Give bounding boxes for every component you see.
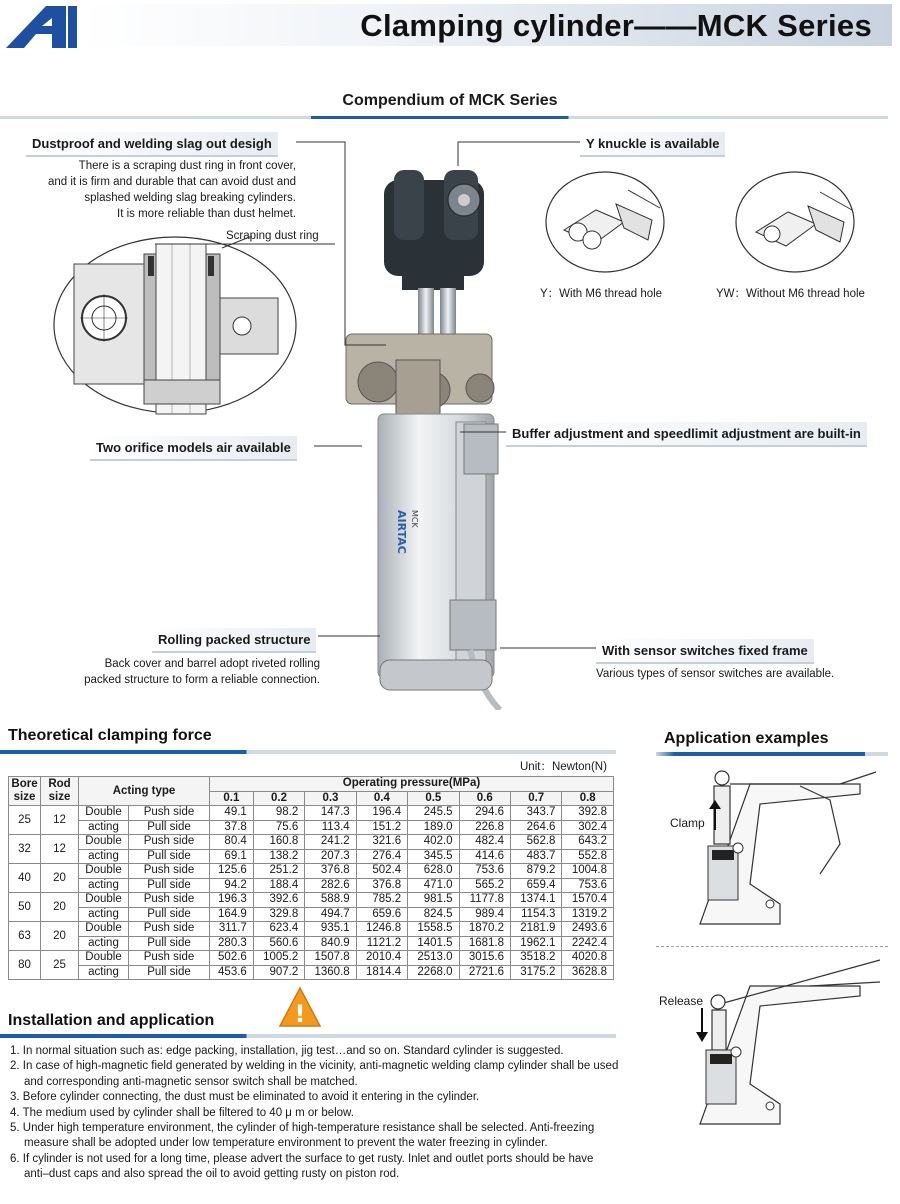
force-value-cell: 1005.2 xyxy=(253,951,304,966)
force-value-cell: 565.2 xyxy=(459,878,510,893)
acting-cell: acting xyxy=(79,907,129,922)
force-value-cell: 2268.0 xyxy=(408,965,459,980)
force-value-cell: 1246.8 xyxy=(356,922,407,937)
release-label: Release xyxy=(659,994,704,1008)
acting-cell: Double xyxy=(79,806,129,821)
rod-cell: 12 xyxy=(41,806,79,835)
force-value-cell: 623.4 xyxy=(253,922,304,937)
application-section-rule xyxy=(656,752,888,756)
clamp-label: Clamp xyxy=(670,816,705,830)
force-value-cell: 189.0 xyxy=(408,820,459,835)
acting-cell: acting xyxy=(79,936,129,951)
force-value-cell: 1004.8 xyxy=(562,864,614,879)
force-value-cell: 321.6 xyxy=(356,835,407,850)
force-value-cell: 3175.2 xyxy=(511,965,562,980)
clamp-example-illustration xyxy=(690,764,880,932)
desc-line: It is more reliable than dust helmet. xyxy=(117,208,296,220)
arrow-up-icon xyxy=(708,800,722,830)
pull-side-cell: Pull side xyxy=(129,907,210,922)
force-value-cell: 1681.8 xyxy=(459,936,510,951)
force-value-cell: 1154.3 xyxy=(511,907,562,922)
rod-cell: 25 xyxy=(41,951,79,980)
force-value-cell: 414.6 xyxy=(459,849,510,864)
force-value-cell: 562.8 xyxy=(511,835,562,850)
force-value-cell: 276.4 xyxy=(356,849,407,864)
table-row xyxy=(9,820,614,835)
feature-desc-rolling xyxy=(40,656,320,688)
table-row xyxy=(9,864,614,879)
push-side-cell: Push side xyxy=(129,951,210,966)
desc-line: There is a scraping dust ring in front cover, xyxy=(78,160,296,172)
force-value-cell: 1177.8 xyxy=(459,893,510,908)
pressure-header-cell: 0.4 xyxy=(356,791,407,806)
push-side-cell: Push side xyxy=(129,806,210,821)
force-value-cell: 560.6 xyxy=(253,936,304,951)
desc-line: and it is firm and durable that can avoid dust and xyxy=(47,176,296,188)
acting-cell: Double xyxy=(79,893,129,908)
force-value-cell: 241.2 xyxy=(305,835,356,850)
pressure-header-cell: 0.1 xyxy=(210,791,254,806)
force-value-cell: 483.7 xyxy=(511,849,562,864)
push-side-cell: Push side xyxy=(129,893,210,908)
table-row xyxy=(9,907,614,922)
force-value-cell: 251.2 xyxy=(253,864,304,879)
arrow-down-icon xyxy=(694,1008,710,1042)
force-value-cell: 280.3 xyxy=(210,936,254,951)
force-value-cell: 2513.0 xyxy=(408,951,459,966)
acting-cell: acting xyxy=(79,965,129,980)
feature-desc-sensor: Various types of sensor switches are available. xyxy=(596,668,835,680)
rod-cell: 20 xyxy=(41,864,79,893)
pressure-header-cell: 0.3 xyxy=(305,791,356,806)
force-value-cell: 1507.8 xyxy=(305,951,356,966)
release-example-illustration xyxy=(690,956,890,1132)
force-value-cell: 471.0 xyxy=(408,878,459,893)
rod-cell: 12 xyxy=(41,835,79,864)
force-value-cell: 392.6 xyxy=(253,893,304,908)
list-item: 1. In normal situation such as: edge packing, installation, jig test…and so on. Standard cylinder is suggested. xyxy=(10,1045,564,1057)
force-value-cell: 785.2 xyxy=(356,893,407,908)
desc-line: packed structure to form a reliable connection. xyxy=(84,674,320,686)
force-value-cell: 49.1 xyxy=(210,806,254,821)
pressure-header-cell: 0.5 xyxy=(408,791,459,806)
table-row xyxy=(9,806,614,821)
pull-side-cell: Pull side xyxy=(129,936,210,951)
bore-cell: 80 xyxy=(9,951,41,980)
rod-cell: 20 xyxy=(41,922,79,951)
force-value-cell: 245.5 xyxy=(408,806,459,821)
acting-cell: Double xyxy=(79,951,129,966)
acting-cell: Double xyxy=(79,864,129,879)
list-item: 5. Under high temperature environment, the cylinder of high-temperature resistance shall be selected. Anti-freezing measure shall be adopted under low temperature environment to prevent the water freezing in cylinder. xyxy=(10,1122,595,1150)
push-side-cell: Push side xyxy=(129,922,210,937)
acting-cell: acting xyxy=(79,820,129,835)
bore-cell: 32 xyxy=(9,835,41,864)
table-row xyxy=(9,936,614,951)
force-value-cell: 989.4 xyxy=(459,907,510,922)
force-value-cell: 1319.2 xyxy=(562,907,614,922)
force-value-cell: 188.4 xyxy=(253,878,304,893)
list-item: 4. The medium used by cylinder shall be filtered to 40 μ m or below. xyxy=(10,1106,354,1119)
force-value-cell: 147.3 xyxy=(305,806,356,821)
force-value-cell: 113.4 xyxy=(305,820,356,835)
force-table-body xyxy=(9,806,614,980)
force-value-cell: 311.7 xyxy=(210,922,254,937)
force-value-cell: 138.2 xyxy=(253,849,304,864)
force-value-cell: 196.3 xyxy=(210,893,254,908)
pressure-header-cell: 0.6 xyxy=(459,791,510,806)
caption-y: Y：With M6 thread hole xyxy=(540,288,663,300)
force-value-cell: 1374.1 xyxy=(511,893,562,908)
list-item: 6. If cylinder is not used for a long time, please advert the surface to get rusty. Inlet and outlet ports should be have anti–dust caps and also spread the oil to avoid getting rusty on piston rod. xyxy=(10,1152,594,1181)
pressure-header-cell: 0.2 xyxy=(253,791,304,806)
page-title: Clamping cylinder——MCK Series xyxy=(360,8,872,43)
header-bore: Bore size xyxy=(9,777,41,806)
force-value-cell: 753.6 xyxy=(562,878,614,893)
force-value-cell: 196.4 xyxy=(356,806,407,821)
force-value-cell: 294.6 xyxy=(459,806,510,821)
force-value-cell: 125.6 xyxy=(210,864,254,879)
force-value-cell: 2010.4 xyxy=(356,951,407,966)
force-value-cell: 840.9 xyxy=(305,936,356,951)
cylinder-brand-text: AIRTAC xyxy=(395,510,408,554)
bore-cell: 40 xyxy=(9,864,41,893)
pull-side-cell: Pull side xyxy=(129,965,210,980)
table-row xyxy=(9,951,614,966)
force-value-cell: 2181.9 xyxy=(511,922,562,937)
installation-section-rule xyxy=(0,1034,616,1038)
scraping-ring-callout: Scraping dust ring xyxy=(226,230,319,242)
feature-label-sensor: With sensor switches fixed frame xyxy=(596,639,814,664)
force-value-cell: 302.4 xyxy=(562,820,614,835)
force-value-cell: 343.7 xyxy=(511,806,562,821)
table-row xyxy=(9,835,614,850)
warning-icon xyxy=(278,986,322,1030)
force-value-cell: 1570.4 xyxy=(562,893,614,908)
compendium-rule xyxy=(0,116,888,119)
list-item: 2. In case of high-magnetic field generated by welding in the vicinity, anti-magnetic welding clamp cylinder shall be used and corresponding anti-magnetic sensor switch shall be matched. xyxy=(10,1060,619,1088)
pressure-header-cell: 0.8 xyxy=(562,791,614,806)
force-value-cell: 3015.6 xyxy=(459,951,510,966)
force-value-cell: 981.5 xyxy=(408,893,459,908)
force-value-cell: 402.0 xyxy=(408,835,459,850)
desc-line: Back cover and barrel adopt riveted rolling xyxy=(104,658,320,670)
bore-cell: 25 xyxy=(9,806,41,835)
force-value-cell: 376.8 xyxy=(356,878,407,893)
application-divider xyxy=(656,946,888,947)
force-value-cell: 824.5 xyxy=(408,907,459,922)
force-value-cell: 80.4 xyxy=(210,835,254,850)
force-value-cell: 659.6 xyxy=(356,907,407,922)
force-value-cell: 588.9 xyxy=(305,893,356,908)
force-value-cell: 2493.6 xyxy=(562,922,614,937)
force-value-cell: 329.8 xyxy=(253,907,304,922)
force-value-cell: 753.6 xyxy=(459,864,510,879)
force-value-cell: 494.7 xyxy=(305,907,356,922)
table-row xyxy=(9,922,614,937)
feature-label-orifice: Two orifice models air available xyxy=(90,436,297,461)
force-value-cell: 502.6 xyxy=(210,951,254,966)
force-value-cell: 75.6 xyxy=(253,820,304,835)
force-value-cell: 1814.4 xyxy=(356,965,407,980)
pull-side-cell: Pull side xyxy=(129,849,210,864)
force-value-cell: 98.2 xyxy=(253,806,304,821)
installation-section-title: Installation and application xyxy=(8,1012,215,1029)
feature-label-rolling: Rolling packed structure xyxy=(152,628,316,653)
force-value-cell: 3518.2 xyxy=(511,951,562,966)
application-section-title: Application examples xyxy=(664,730,829,747)
list-item: 3. Before cylinder connecting, the dust must be eliminated to avoid it entering in the cylinder. xyxy=(10,1091,480,1104)
force-value-cell: 879.2 xyxy=(511,864,562,879)
acting-cell: acting xyxy=(79,878,129,893)
force-value-cell: 376.8 xyxy=(305,864,356,879)
bore-cell: 50 xyxy=(9,893,41,922)
force-value-cell: 164.9 xyxy=(210,907,254,922)
force-value-cell: 659.4 xyxy=(511,878,562,893)
push-side-cell: Push side xyxy=(129,835,210,850)
warning-symbol: ! xyxy=(294,1000,306,1028)
clamping-force-table xyxy=(8,776,614,980)
leader-lines xyxy=(0,120,900,680)
force-value-cell: 502.4 xyxy=(356,864,407,879)
force-value-cell: 1870.2 xyxy=(459,922,510,937)
acting-cell: acting xyxy=(79,849,129,864)
force-section-title: Theoretical clamping force xyxy=(8,727,212,744)
installation-list xyxy=(10,1044,620,1183)
force-value-cell: 2242.4 xyxy=(562,936,614,951)
table-row xyxy=(9,893,614,908)
force-value-cell: 935.1 xyxy=(305,922,356,937)
push-side-cell: Push side xyxy=(129,864,210,879)
force-value-cell: 453.6 xyxy=(210,965,254,980)
force-value-cell: 1360.8 xyxy=(305,965,356,980)
force-value-cell: 37.8 xyxy=(210,820,254,835)
force-value-cell: 552.8 xyxy=(562,849,614,864)
force-value-cell: 207.3 xyxy=(305,849,356,864)
force-value-cell: 151.2 xyxy=(356,820,407,835)
caption-yw: YW：Without M6 thread hole xyxy=(716,288,865,300)
force-value-cell: 264.6 xyxy=(511,820,562,835)
force-value-cell: 345.5 xyxy=(408,849,459,864)
pressure-header-cell: 0.7 xyxy=(511,791,562,806)
unit-label: Unit：Newton(N) xyxy=(520,761,607,773)
header-rod: Rod size xyxy=(41,777,79,806)
force-value-cell: 2721.6 xyxy=(459,965,510,980)
acting-cell: Double xyxy=(79,835,129,850)
force-value-cell: 628.0 xyxy=(408,864,459,879)
feature-label-y-knuckle: Y knuckle is available xyxy=(580,132,725,157)
feature-label-buffer: Buffer adjustment and speedlimit adjustment are built-in xyxy=(506,422,867,447)
force-value-cell: 392.8 xyxy=(562,806,614,821)
feature-label-dustproof: Dustproof and welding slag out desigh xyxy=(26,132,278,157)
force-value-cell: 643.2 xyxy=(562,835,614,850)
force-value-cell: 160.8 xyxy=(253,835,304,850)
table-row xyxy=(9,965,614,980)
company-logo xyxy=(6,4,78,50)
force-value-cell: 1121.2 xyxy=(356,936,407,951)
force-value-cell: 4020.8 xyxy=(562,951,614,966)
force-value-cell: 226.8 xyxy=(459,820,510,835)
rod-cell: 20 xyxy=(41,893,79,922)
pull-side-cell: Pull side xyxy=(129,820,210,835)
force-section-rule xyxy=(0,750,616,754)
force-value-cell: 3628.8 xyxy=(562,965,614,980)
desc-line: splashed welding slag breaking cylinders. xyxy=(84,192,296,204)
force-value-cell: 1962.1 xyxy=(511,936,562,951)
force-value-cell: 907.2 xyxy=(253,965,304,980)
cylinder-model-text: MCK xyxy=(410,510,419,528)
force-value-cell: 482.4 xyxy=(459,835,510,850)
compendium-heading: Compendium of MCK Series xyxy=(342,92,558,109)
force-value-cell: 1401.5 xyxy=(408,936,459,951)
force-value-cell: 1558.5 xyxy=(408,922,459,937)
force-value-cell: 69.1 xyxy=(210,849,254,864)
force-value-cell: 94.2 xyxy=(210,878,254,893)
acting-cell: Double xyxy=(79,922,129,937)
table-row xyxy=(9,849,614,864)
force-value-cell: 282.6 xyxy=(305,878,356,893)
header-pressure: Operating pressure(MPa) xyxy=(210,777,614,792)
bore-cell: 63 xyxy=(9,922,41,951)
pull-side-cell: Pull side xyxy=(129,878,210,893)
table-row xyxy=(9,878,614,893)
header-acting: Acting type xyxy=(79,777,210,806)
